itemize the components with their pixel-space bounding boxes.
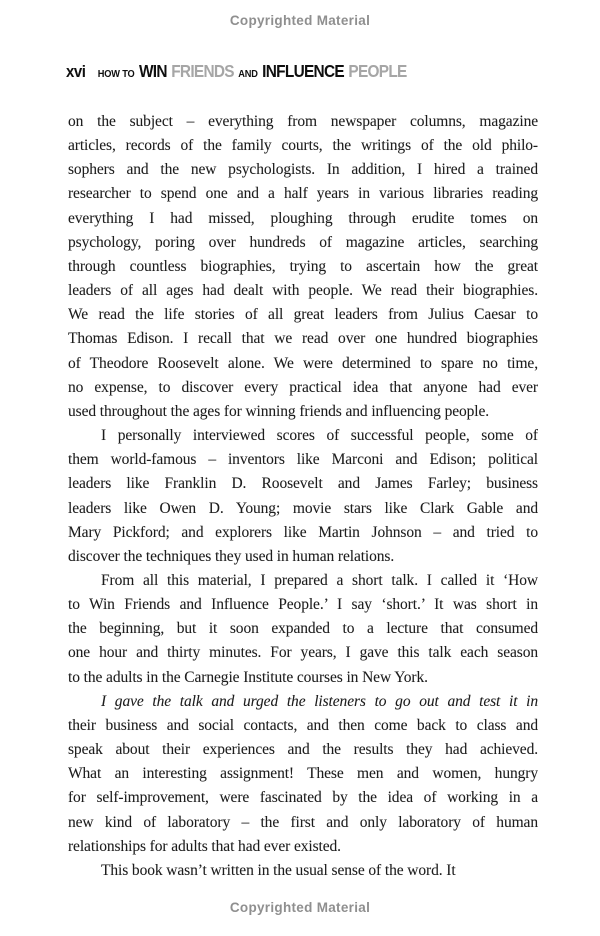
- running-head-part: INFLUENCE: [262, 61, 344, 81]
- text-line: the beginning, but it soon expanded to a lecture that consumed: [68, 620, 538, 638]
- text-line: I personally interviewed scores of successful people, some of: [101, 427, 538, 445]
- text-line: one hour and thirty minutes. For years, I gave this talk each season: [68, 644, 538, 662]
- text-line: of Theodore Roosevelt alone. We were determined to spare no time,: [68, 354, 538, 372]
- page-number: xvi: [66, 62, 86, 81]
- text-line: relationships for adults that had ever existed.: [68, 837, 341, 855]
- running-head-part: PEOPLE: [348, 61, 407, 81]
- text-line: leaders of all ages had dealt with people. We read their biographies.: [68, 282, 538, 300]
- copyright-notice-bottom: Copyrighted Material: [229, 900, 371, 915]
- text-line: through countless biographies, trying to ascertain how the great: [68, 257, 538, 275]
- text-line: discover the techniques they used in human relations.: [68, 547, 395, 565]
- text-line: sophers and the new psychologists. In addition, I hired a trained: [68, 161, 538, 179]
- text-line: used throughout the ages for winning friends and influencing people.: [68, 402, 490, 420]
- text-line: Thomas Edison. I recall that we read over one hundred biographies: [68, 330, 538, 348]
- text-line: This book wasn’t written in the usual sense of the word. It: [101, 861, 456, 879]
- text-line: new kind of laboratory – the first and only laboratory of human: [68, 813, 538, 831]
- text-line: Mary Pickford; and explorers like Martin Johnson – and tried to: [68, 523, 538, 541]
- text-line: I gave the talk and urged the listeners to go out and test it in: [101, 692, 538, 710]
- running-head-part: WIN: [138, 61, 167, 81]
- text-line: leaders like Franklin D. Roosevelt and James Farley; business: [68, 475, 538, 493]
- text-line: for self-improvement, were fascinated by the idea of working in a: [68, 789, 538, 807]
- copyright-notice-top: Copyrighted Material: [229, 13, 371, 28]
- text-line: psychology, poring over hundreds of magazine articles, searching: [68, 233, 538, 251]
- running-head-part: FRIENDS: [171, 61, 234, 81]
- text-line: everything I had missed, ploughing through erudite tomes on: [68, 209, 538, 227]
- text-line: leaders like Owen D. Young; movie stars like Clark Gable and: [68, 499, 538, 517]
- text-line: What an interesting assignment! These men and women, hungry: [68, 765, 538, 783]
- running-head-part: HOW TO: [97, 68, 135, 80]
- running-head: [66, 61, 407, 82]
- text-line: no expense, to discover every practical idea that anyone had ever: [68, 378, 538, 396]
- text-line: speak about their experiences and the results they had achieved.: [68, 741, 538, 759]
- text-line: researcher to spend one and a half years in various libraries reading: [68, 185, 538, 203]
- text-line: them world-famous – inventors like Marconi and Edison; political: [68, 451, 538, 469]
- text-line: on the subject – everything from newspaper columns, magazine: [68, 113, 538, 130]
- text-line: their business and social contacts, and then come back to class and: [68, 716, 538, 734]
- body-text: [68, 110, 538, 883]
- text-line: to Win Friends and Influence People.’ I say ‘short.’ It was short in: [68, 596, 538, 614]
- text-line: to the adults in the Carnegie Institute courses in New York.: [68, 668, 428, 686]
- text-line: We read the life stories of all great leaders from Julius Caesar to: [68, 306, 538, 324]
- text-line: From all this material, I prepared a short talk. I called it ‘How: [101, 571, 538, 589]
- running-head-part: AND: [238, 68, 258, 80]
- text-line: articles, records of the family courts, the writings of the old philo-: [68, 137, 538, 155]
